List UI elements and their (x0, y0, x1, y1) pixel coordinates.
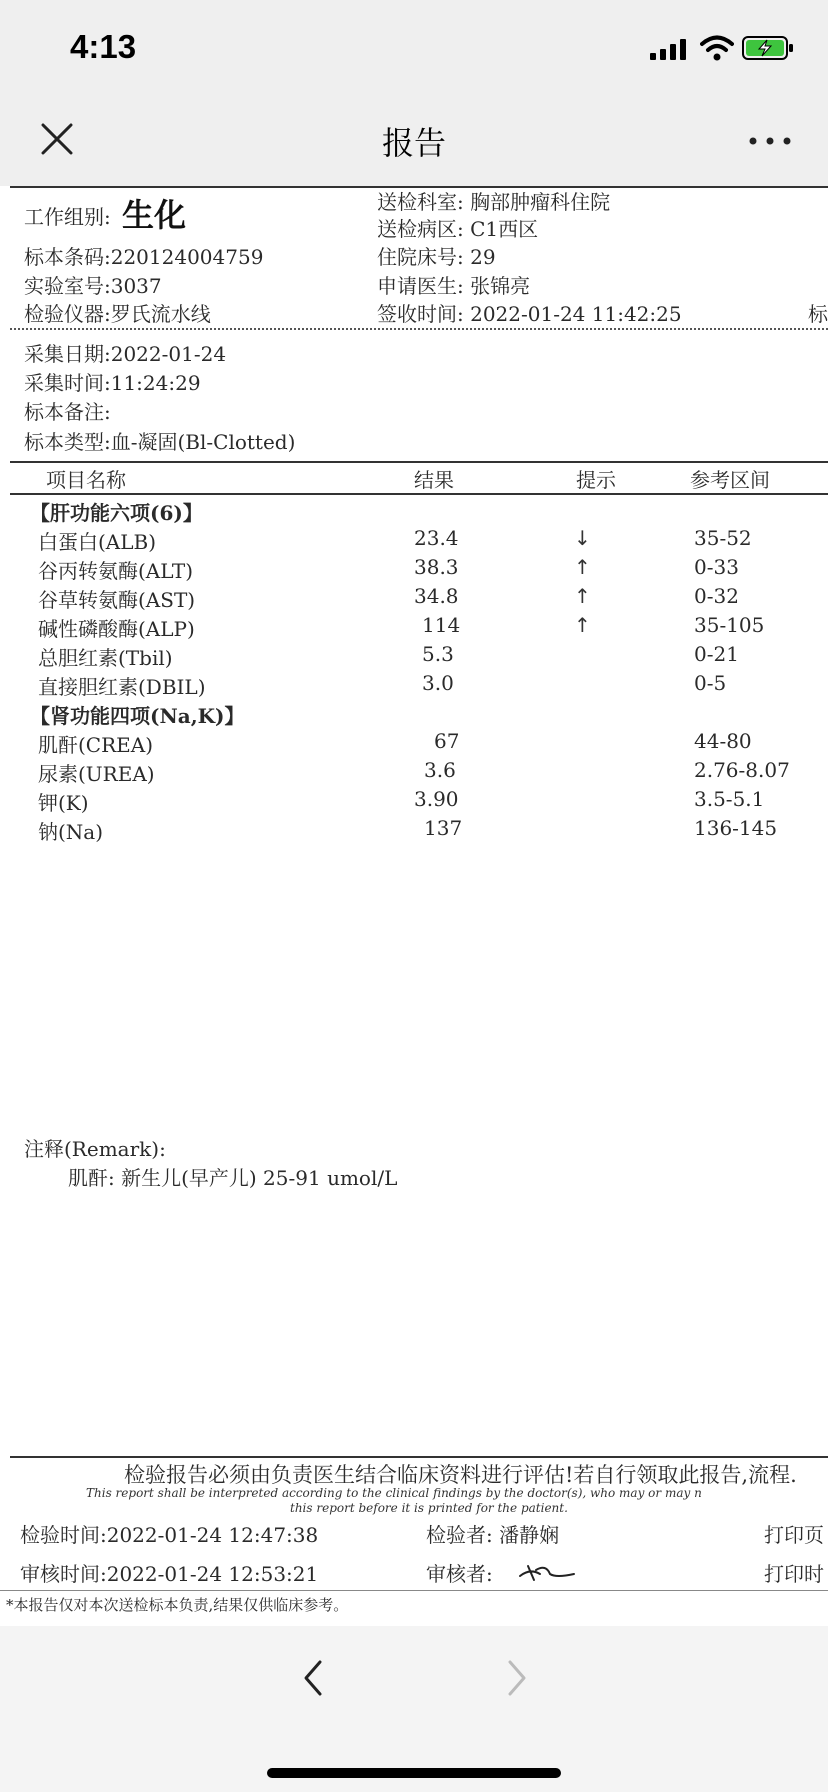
report-document (0, 186, 828, 1626)
test-result: 5.3 (422, 642, 454, 666)
tester: 检验者: 潘静娴 (426, 1523, 560, 1547)
column-header-hint: 提示 (576, 468, 616, 492)
status-bar (0, 0, 828, 96)
wifi-icon (700, 34, 734, 62)
disclaimer-note: *本报告仅对本次送检标本负责,结果仅供临床参考。 (6, 1596, 349, 1614)
test-name: 谷草转氨酶(AST) (38, 588, 196, 612)
test-name: 总胆红素(Tbil) (38, 646, 173, 670)
doctor: 申请医生: 张锦亮 (377, 274, 531, 298)
reviewer: 审核者: (426, 1562, 493, 1586)
disclaimer-en-line1: This report shall be interpreted according to the clinical findings by the doctor(s), who may or may n (86, 1486, 702, 1500)
collection-time: 采集时间:11:24:29 (24, 371, 201, 395)
receive-time: 签收时间: 2022-01-24 11:42:25 (377, 302, 682, 326)
test-name: 肌酐(CREA) (38, 733, 154, 757)
lab-number: 实验室号:3037 (24, 274, 162, 298)
remark-text: 肌酐: 新生儿(早产儿) 25-91 umol/L (68, 1166, 398, 1190)
high-arrow-icon: ↑ (574, 613, 591, 637)
test-name: 尿素(UREA) (38, 762, 155, 786)
bottom-toolbar (0, 1626, 828, 1792)
test-name: 白蛋白(ALB) (38, 530, 157, 554)
test-range: 35-105 (694, 613, 765, 637)
page-title: 报告 (381, 124, 446, 162)
test-name: 钾(K) (38, 791, 89, 815)
truncated-label: 标 (808, 302, 828, 326)
column-header-result: 结果 (414, 468, 454, 492)
review-time: 审核时间:2022-01-24 12:53:21 (20, 1562, 319, 1586)
test-name: 钠(Na) (38, 820, 104, 844)
test-result: 137 (424, 816, 463, 840)
test-result: 34.8 (414, 584, 459, 608)
test-result: 3.0 (422, 671, 454, 695)
test-range: 35-52 (694, 526, 752, 550)
note-divider (0, 1590, 828, 1591)
work-group-label: 工作组别: (24, 205, 111, 229)
test-result: 67 (434, 729, 460, 753)
column-header-range: 参考区间 (690, 468, 770, 492)
back-chevron-icon[interactable] (298, 1656, 328, 1700)
battery-charging-icon (742, 36, 794, 60)
section-title: 【肝功能六项(6)】 (30, 501, 203, 525)
test-result: 114 (422, 613, 461, 637)
test-range: 44-80 (694, 729, 752, 753)
disclaimer-cn: 检验报告必须由负责医生结合临床资料进行评估!若自行领取此报告,流程. (124, 1463, 797, 1487)
home-indicator (267, 1768, 561, 1778)
work-group-value: 生化 (122, 196, 187, 234)
test-name: 谷丙转氨酶(ALT) (38, 559, 194, 583)
dept: 送检科室: 胸部肿瘤科住院 (377, 190, 611, 214)
status-time: 4:13 (70, 28, 137, 65)
footer-rule (10, 1456, 828, 1458)
bed-number: 住院床号: 29 (377, 245, 496, 269)
test-result: 3.90 (414, 787, 459, 811)
low-arrow-icon: ↓ (574, 526, 591, 550)
high-arrow-icon: ↑ (574, 555, 591, 579)
test-range: 3.5-5.1 (694, 787, 765, 811)
signature-icon (516, 1560, 576, 1586)
ward: 送检病区: C1西区 (377, 217, 539, 241)
column-header-name: 项目名称 (46, 468, 126, 492)
test-time: 检验时间:2022-01-24 12:47:38 (20, 1523, 319, 1547)
test-result: 38.3 (414, 555, 459, 579)
collection-date: 采集日期:2022-01-24 (24, 342, 227, 366)
table-header-rule (10, 493, 828, 495)
remark-label: 注释(Remark): (24, 1137, 166, 1161)
test-name: 碱性磷酸酶(ALP) (38, 617, 195, 641)
test-range: 136-145 (694, 816, 778, 840)
high-arrow-icon: ↑ (574, 584, 591, 608)
test-range: 0-5 (694, 671, 727, 695)
more-options-icon[interactable] (748, 136, 792, 146)
test-result: 23.4 (414, 526, 459, 550)
print-time-label: 打印时 (764, 1562, 824, 1586)
forward-chevron-icon[interactable] (502, 1656, 532, 1700)
instrument: 检验仪器:罗氏流水线 (24, 302, 211, 326)
table-top-rule (10, 461, 828, 463)
disclaimer-en-line2: this report before it is printed for the patient. (290, 1501, 568, 1515)
test-name: 直接胆红素(DBIL) (38, 675, 206, 699)
print-page-label: 打印页 (764, 1523, 824, 1547)
dotted-divider (10, 328, 828, 330)
section-title: 【肾功能四项(Na,K)】 (30, 704, 245, 728)
nav-bar (0, 96, 828, 186)
test-range: 0-21 (694, 642, 739, 666)
specimen-type: 标本类型:血-凝固(Bl-Clotted) (24, 430, 296, 454)
specimen-remark: 标本备注: (24, 400, 111, 424)
test-range: 2.76-8.07 (694, 758, 790, 782)
test-range: 0-33 (694, 555, 739, 579)
specimen-barcode: 标本条码:220124004759 (24, 245, 264, 269)
cellular-signal-icon (650, 38, 686, 60)
test-range: 0-32 (694, 584, 739, 608)
test-result: 3.6 (424, 758, 456, 782)
